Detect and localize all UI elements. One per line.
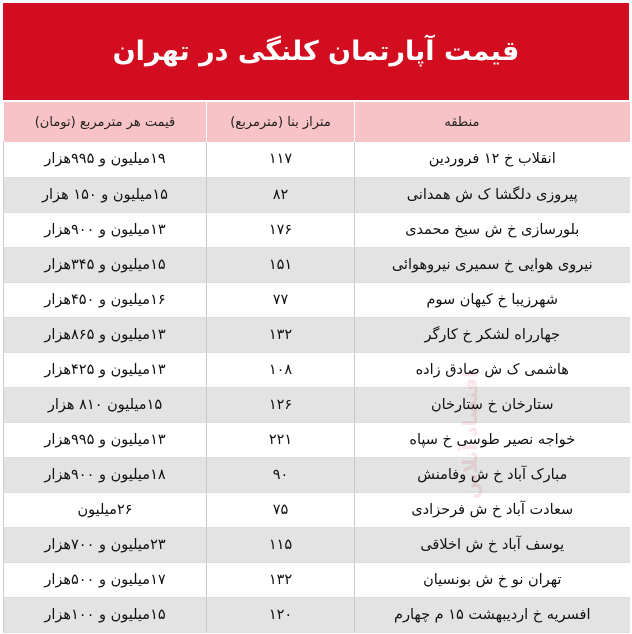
cell-price: ۱۳میلیون و ۹۰۰هزار	[4, 212, 207, 247]
cell-region: خواجه نصیر طوسی خ سپاه	[355, 422, 630, 457]
cell-region: تهران نو خ ش بونسیان	[355, 562, 630, 597]
header-region: منطقه	[355, 102, 630, 142]
cell-region: شهرزیبا خ کیهان سوم	[355, 282, 630, 317]
table-row	[4, 142, 630, 177]
table-row	[4, 282, 630, 317]
cell-price: ۱۸میلیون و ۹۰۰هزار	[4, 457, 207, 492]
cell-region: سعادت آباد خ ش فرحزادی	[355, 492, 630, 527]
cell-region: هاشمی ک ش صادق زاده	[355, 352, 630, 387]
cell-price: ۱۳میلیون و ۹۹۵هزار	[4, 422, 207, 457]
table-row	[4, 492, 630, 527]
cell-price: ۱۹میلیون و ۹۹۵هزار	[4, 142, 207, 177]
header-price: قیمت هر مترمربع (تومان)	[4, 102, 207, 142]
cell-area: ۱۱۵	[207, 527, 355, 562]
cell-area: ۱۳۲	[207, 562, 355, 597]
cell-area: ۱۰۸	[207, 352, 355, 387]
cell-area: ۱۲۰	[207, 597, 355, 632]
cell-price: ۱۵میلیون و ۱۵۰ هزار	[4, 177, 207, 212]
table-row	[4, 352, 630, 387]
cell-area: ۷۵	[207, 492, 355, 527]
cell-area: ۱۲۶	[207, 387, 355, 422]
table-row	[4, 527, 630, 562]
cell-area: ۲۲۱	[207, 422, 355, 457]
cell-region: بلورسازی خ ش سیخ محمدی	[355, 212, 630, 247]
cell-price: ۱۵میلیون و ۱۰۰هزار	[4, 597, 207, 632]
cell-region: انقلاب خ ۱۲ فروردین	[355, 142, 630, 177]
table-header-row	[4, 102, 630, 142]
cell-region: جهارراه لشکر خ کارگر	[355, 317, 630, 352]
table-row	[4, 422, 630, 457]
table-row	[4, 317, 630, 352]
header-area: متراز بنا (مترمربع)	[207, 102, 355, 142]
cell-region: مبارک آباد خ ش وفامنش	[355, 457, 630, 492]
table-row	[4, 177, 630, 212]
cell-price: ۱۳میلیون و ۴۲۵هزار	[4, 352, 207, 387]
price-table	[3, 102, 630, 633]
table-row	[4, 212, 630, 247]
watermark-text: اقتصاد آنلاین	[458, 371, 482, 499]
cell-area: ۱۷۶	[207, 212, 355, 247]
cell-region: افسریه خ اردیبهشت ۱۵ م چهارم	[355, 597, 630, 632]
cell-area: ۱۵۱	[207, 247, 355, 282]
cell-region: نیروی هوایی خ سمیری نیروهوائی	[355, 247, 630, 282]
cell-area: ۸۲	[207, 177, 355, 212]
cell-price: ۱۵میلیون ۸۱۰ هزار	[4, 387, 207, 422]
cell-price: ۱۶میلیون و ۴۵۰هزار	[4, 282, 207, 317]
cell-price: ۱۵میلیون و ۳۴۵هزار	[4, 247, 207, 282]
cell-region: ستارخان خ ستارخان	[355, 387, 630, 422]
table-row	[4, 457, 630, 492]
table-row	[4, 597, 630, 632]
cell-area: ۷۷	[207, 282, 355, 317]
cell-price: ۱۷میلیون و ۵۰۰هزار	[4, 562, 207, 597]
table-row	[4, 387, 630, 422]
table-row	[4, 247, 630, 282]
cell-area: ۱۳۲	[207, 317, 355, 352]
title-banner	[3, 3, 629, 100]
cell-price: ۲۶میلیون	[4, 492, 207, 527]
cell-price: ۲۳میلیون و ۷۰۰هزار	[4, 527, 207, 562]
page-title: قیمت آپارتمان کلنگی در تهران	[112, 36, 520, 67]
cell-region: یوسف آباد خ ش اخلاقی	[355, 527, 630, 562]
cell-area: ۱۱۷	[207, 142, 355, 177]
cell-area: ۹۰	[207, 457, 355, 492]
cell-region: پیروزی دلگشا ک ش همدانی	[355, 177, 630, 212]
table-row	[4, 562, 630, 597]
cell-price: ۱۳میلیون و ۸۶۵هزار	[4, 317, 207, 352]
